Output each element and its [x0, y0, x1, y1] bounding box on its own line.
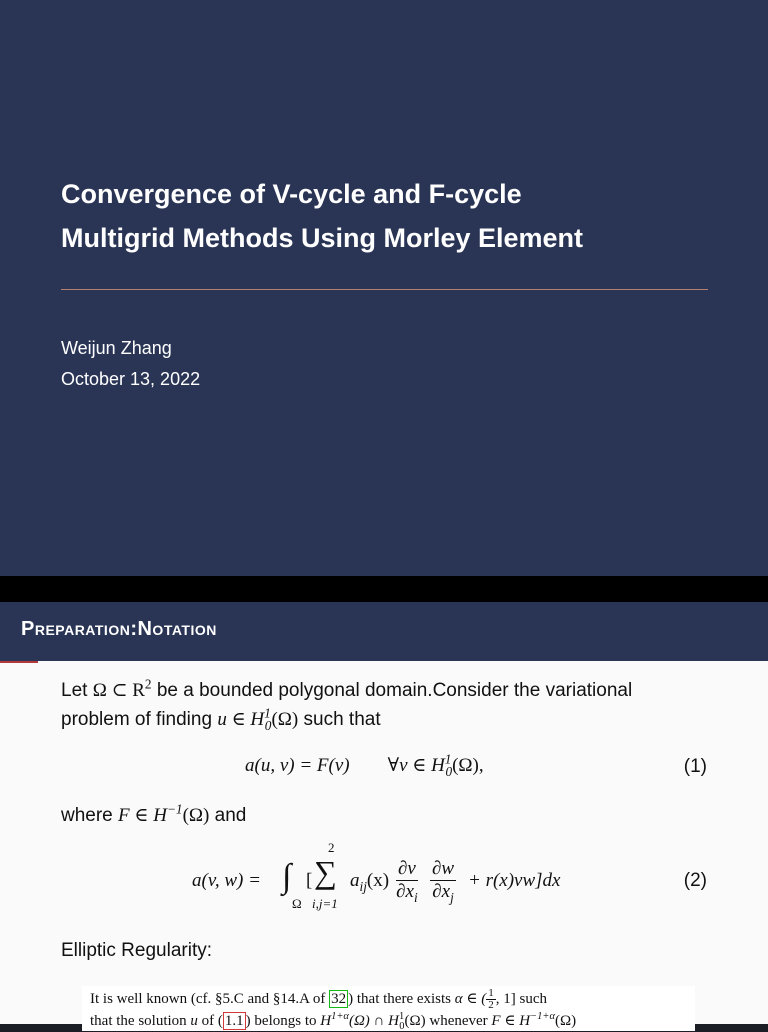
equation-2-tail: + r(x)vw]dx [468, 870, 561, 891]
author-name: Weijun Zhang [61, 338, 172, 358]
sum-lower-limit: i,j=1 [312, 896, 338, 911]
fraction-dv-denominator [396, 881, 418, 903]
intro-text: Let [61, 680, 93, 701]
quote-text: ) that there exists [348, 990, 455, 1007]
citation-link[interactable]: 32 [331, 990, 347, 1007]
space-sup: 1 [264, 705, 271, 721]
intro-paragraph [61, 676, 721, 734]
quote-alpha: α ∈ ( [454, 990, 487, 1007]
intro-text: problem of finding [61, 709, 218, 730]
fraction-dw-denominator [430, 881, 456, 903]
coefficient-arg: (x) [366, 870, 390, 891]
equation-1-sup: 1 [444, 751, 452, 767]
equation-2-number: (2) [683, 870, 707, 891]
equation-2 [192, 840, 612, 920]
quote-intersection: (Ω) ∩ H [348, 1013, 399, 1029]
where-text: and [209, 805, 247, 826]
intro-text: such that [298, 709, 381, 730]
coefficient-sub: ij [359, 878, 367, 894]
space-math [217, 705, 299, 733]
notation-slide [0, 602, 768, 1032]
quote-sub: 0 [399, 1021, 405, 1032]
fraction-dv [396, 858, 418, 903]
elliptic-regularity-heading: Elliptic Regularity: [61, 940, 212, 961]
coefficient [350, 870, 389, 892]
equation-1-forall: ∀v ∈ H [387, 755, 445, 776]
fraction-dw-den-text: ∂x [432, 881, 451, 902]
integral-sign: ∫ [282, 858, 292, 895]
quote-half-numerator: 1 [488, 987, 494, 999]
space-sub: 0 [264, 717, 272, 733]
presentation-title [61, 172, 721, 260]
quoted-excerpt [82, 986, 695, 1031]
fraction-dw [430, 858, 456, 903]
domain-exponent: 2 [144, 676, 152, 692]
equation-1-lhs: a(u, v) = F(v) [245, 755, 350, 776]
coefficient-symbol: a [350, 870, 360, 891]
title-line-1: Convergence of V-cycle and F-cycle [61, 179, 522, 209]
quote-text: ) belongs to [245, 1013, 321, 1029]
where-math: F ∈ H [118, 805, 167, 826]
where-exponent: −1 [166, 801, 183, 817]
equation-link[interactable]: 1.1 [224, 1013, 244, 1029]
quote-text: of ( [197, 1013, 223, 1029]
quote-text: , 1] such [495, 990, 548, 1007]
quote-f: F ∈ H [491, 1013, 531, 1029]
quote-exponent-2: −1+α [530, 1011, 555, 1022]
quote-text: that the solution [90, 1013, 191, 1029]
intro-text: be a bounded polygonal domain.Consider the variational [151, 680, 633, 701]
where-text: where [61, 805, 119, 826]
bracket-open: [ [306, 870, 313, 891]
frame-header [0, 602, 768, 661]
fraction-dw-den-sub: j [450, 889, 454, 905]
equation-1-tail: (Ω), [452, 755, 484, 776]
where-paragraph [61, 803, 246, 829]
quote-half-denominator: 2 [488, 999, 494, 1011]
fraction-dv-den-text: ∂x [396, 881, 414, 902]
space-omega: (Ω) [271, 709, 299, 730]
equation-2-lhs: a(v, w) = [192, 870, 261, 891]
quote-sup: 1 [398, 1011, 405, 1022]
equation-1-sub: 0 [445, 763, 453, 779]
where-omega: (Ω) [182, 805, 210, 826]
fraction-dw-numerator: ∂w [432, 858, 455, 879]
sum-upper-limit: 2 [328, 840, 335, 855]
domain-symbol: Ω ⊂ R [92, 680, 145, 701]
domain-math [92, 676, 152, 701]
equation-1 [245, 751, 484, 779]
title-divider [61, 289, 708, 290]
fraction-dv-den-sub: i [413, 889, 418, 905]
quote-space: H [320, 1013, 332, 1029]
header-accent-bar [0, 661, 38, 663]
quote-u: u [190, 1013, 198, 1029]
space-symbol: u ∈ H [217, 709, 265, 730]
presentation-date: October 13, 2022 [61, 369, 201, 389]
sum-sign: ∑ [314, 854, 337, 890]
integral-subscript: Ω [292, 896, 302, 911]
slide-separator [0, 576, 768, 602]
quote-omega: (Ω) [554, 1013, 577, 1029]
quote-text: (Ω) whenever [404, 1013, 492, 1029]
quote-exponent: 1+α [331, 1011, 349, 1022]
quote-text: It is well known (cf. §5.C and §14.A of [90, 990, 330, 1007]
frame-title: Preparation:Notation [21, 618, 217, 640]
equation-1-number: (1) [683, 756, 707, 777]
title-line-2: Multigrid Methods Using Morley Element [61, 223, 584, 253]
fraction-dv-numerator: ∂v [398, 858, 416, 879]
